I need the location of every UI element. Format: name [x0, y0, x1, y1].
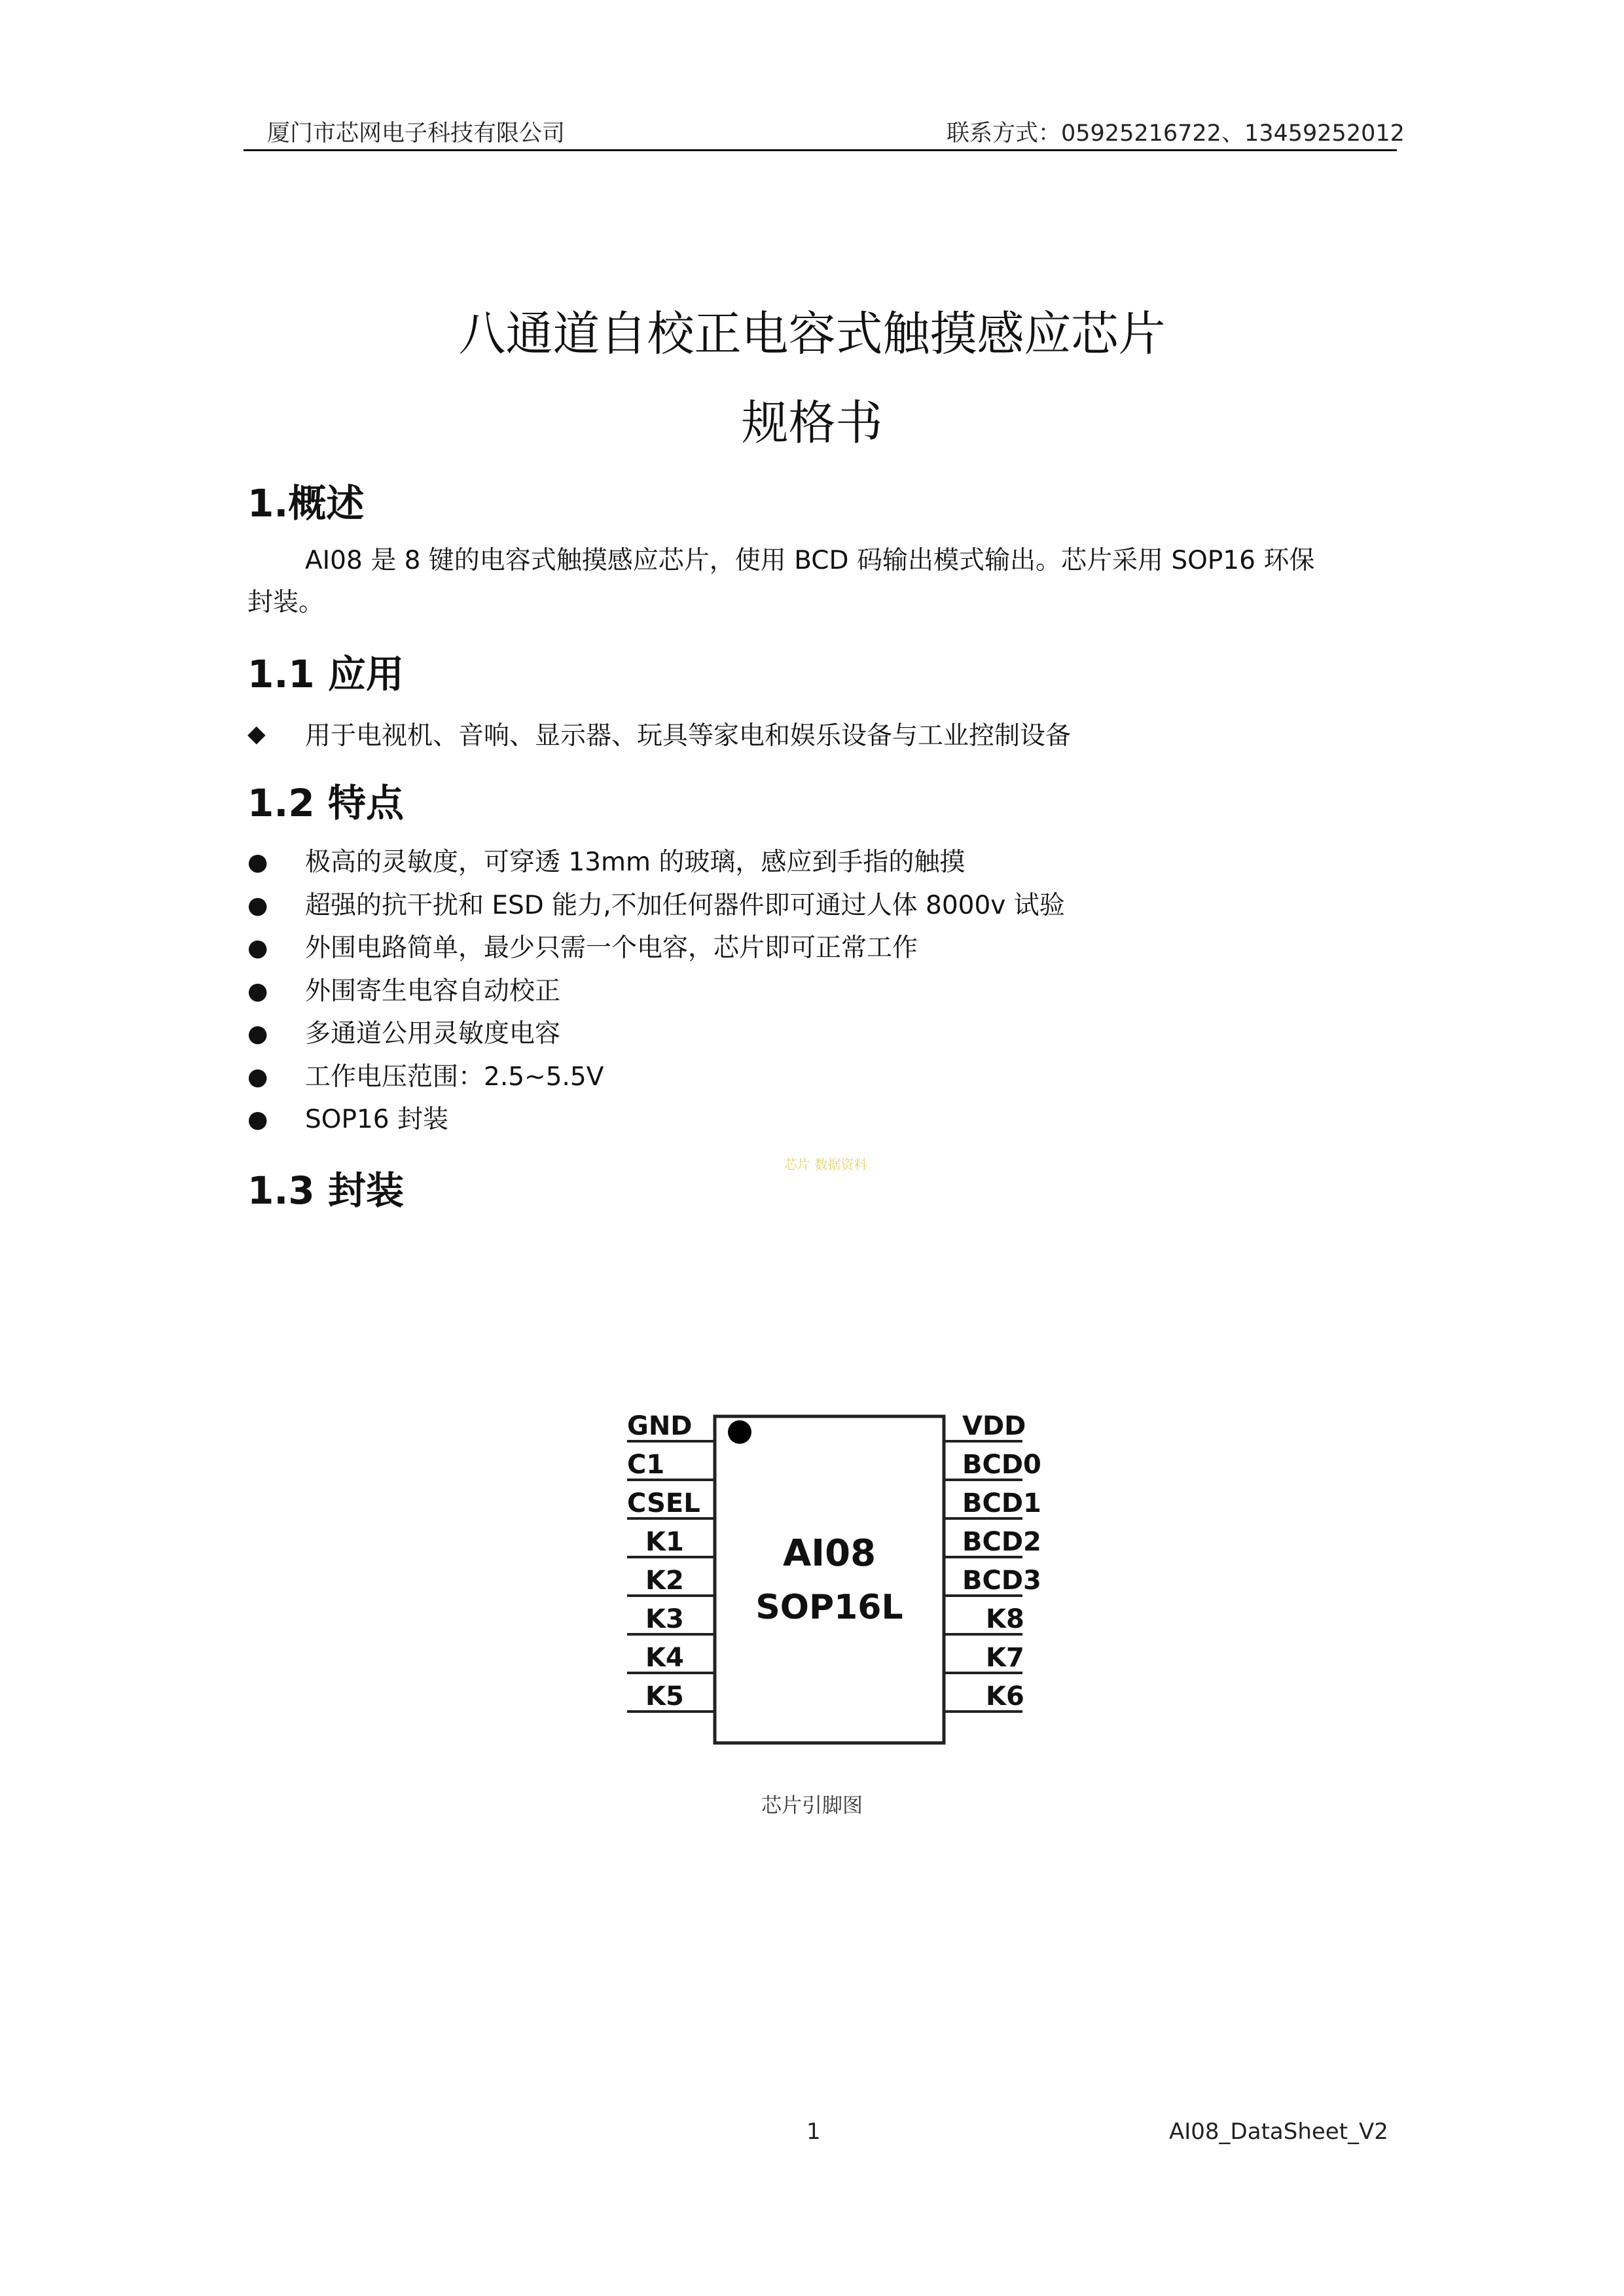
pin-label-right: K7	[986, 1643, 1024, 1673]
pin-label-left: GND	[627, 1411, 693, 1441]
feature-text: 工作电压范围：2.5~5.5V	[305, 1062, 604, 1092]
dot-bullet-icon: ●	[247, 977, 268, 1005]
application-item	[247, 715, 1071, 752]
feature-text: 外围寄生电容自动校正	[305, 976, 561, 1006]
header-divider	[244, 149, 1397, 151]
list-item	[247, 1098, 1065, 1141]
feature-text: 多通道公用灵敏度电容	[305, 1019, 561, 1049]
list-item	[247, 1013, 1065, 1056]
overview-heading: 1.概述	[247, 481, 365, 526]
document-subtitle: 规格书	[741, 395, 883, 450]
package-heading: 1.3 封装	[247, 1168, 404, 1213]
pin-label-left: K5	[645, 1681, 684, 1712]
chip-name-label: AI08	[782, 1532, 876, 1575]
page-number: 1	[806, 2119, 821, 2145]
document-id: AI08_DataSheet_V2	[1169, 2119, 1388, 2145]
pin-label-left: K1	[645, 1527, 684, 1557]
list-item	[247, 884, 1065, 927]
dot-bullet-icon: ●	[247, 1020, 268, 1047]
features-list	[247, 841, 1065, 1141]
list-item	[247, 970, 1065, 1013]
feature-text: 超强的抗干扰和 ESD 能力,不加任何器件即可通过人体 8000v 试验	[305, 890, 1065, 920]
pin-label-right: K8	[986, 1604, 1024, 1634]
header-contact: 联系方式：05925216722、13459252012	[947, 120, 1405, 147]
dot-bullet-icon: ●	[247, 935, 268, 961]
pin-label-left: C1	[627, 1450, 665, 1480]
dot-bullet-icon: ●	[247, 891, 268, 919]
header-company: 厦门市芯网电子科技有限公司	[267, 120, 566, 147]
chip-pinout-diagram	[615, 1401, 1047, 1767]
dot-bullet-icon: ●	[247, 849, 268, 876]
list-item	[247, 1056, 1065, 1099]
diamond-bullet-icon: ◆	[247, 720, 266, 747]
pin-label-right: BCD0	[962, 1450, 1041, 1480]
watermark: 芯片 数据资料	[784, 1157, 867, 1172]
feature-text: SOP16 封装	[305, 1105, 448, 1134]
pin1-marker-icon	[728, 1420, 751, 1444]
pin-label-left: K3	[645, 1604, 684, 1634]
pin-label-right: BCD1	[962, 1488, 1041, 1518]
list-item	[247, 841, 1065, 884]
list-item	[247, 927, 1065, 970]
pin-label-right: BCD3	[962, 1566, 1041, 1596]
overview-text	[247, 540, 1399, 624]
features-heading: 1.2 特点	[247, 781, 404, 825]
diagram-caption: 芯片引脚图	[761, 1794, 863, 1818]
overview-line-1: AI08 是 8 键的电容式触摸感应芯片，使用 BCD 码输出模式输出。芯片采用 SOP16 环保	[305, 546, 1315, 575]
dot-bullet-icon: ●	[247, 1063, 268, 1090]
chip-body	[715, 1416, 944, 1743]
dot-bullet-icon: ●	[247, 1106, 268, 1133]
pin-label-left: K4	[645, 1643, 684, 1673]
application-heading: 1.1 应用	[247, 652, 404, 696]
pin-label-left: CSEL	[627, 1488, 700, 1518]
overview-line-2: 封装。	[247, 588, 325, 617]
right-pin-group	[944, 1411, 1041, 1712]
feature-text: 极高的灵敏度，可穿透 13mm 的玻璃，感应到手指的触摸	[305, 848, 965, 877]
application-text: 用于电视机、音响、显示器、玩具等家电和娱乐设备与工业控制设备	[305, 721, 1072, 751]
pin-label-right: K6	[986, 1681, 1024, 1712]
document-title: 八通道自校正电容式触摸感应芯片	[458, 306, 1166, 361]
feature-text: 外围电路简单，最少只需一个电容，芯片即可正常工作	[305, 933, 918, 963]
pin-label-right: VDD	[962, 1411, 1026, 1441]
pin-label-left: K2	[645, 1566, 684, 1596]
chip-package-label: SOP16L	[755, 1588, 903, 1627]
pin-label-right: BCD2	[962, 1527, 1041, 1557]
left-pin-group	[627, 1411, 715, 1712]
